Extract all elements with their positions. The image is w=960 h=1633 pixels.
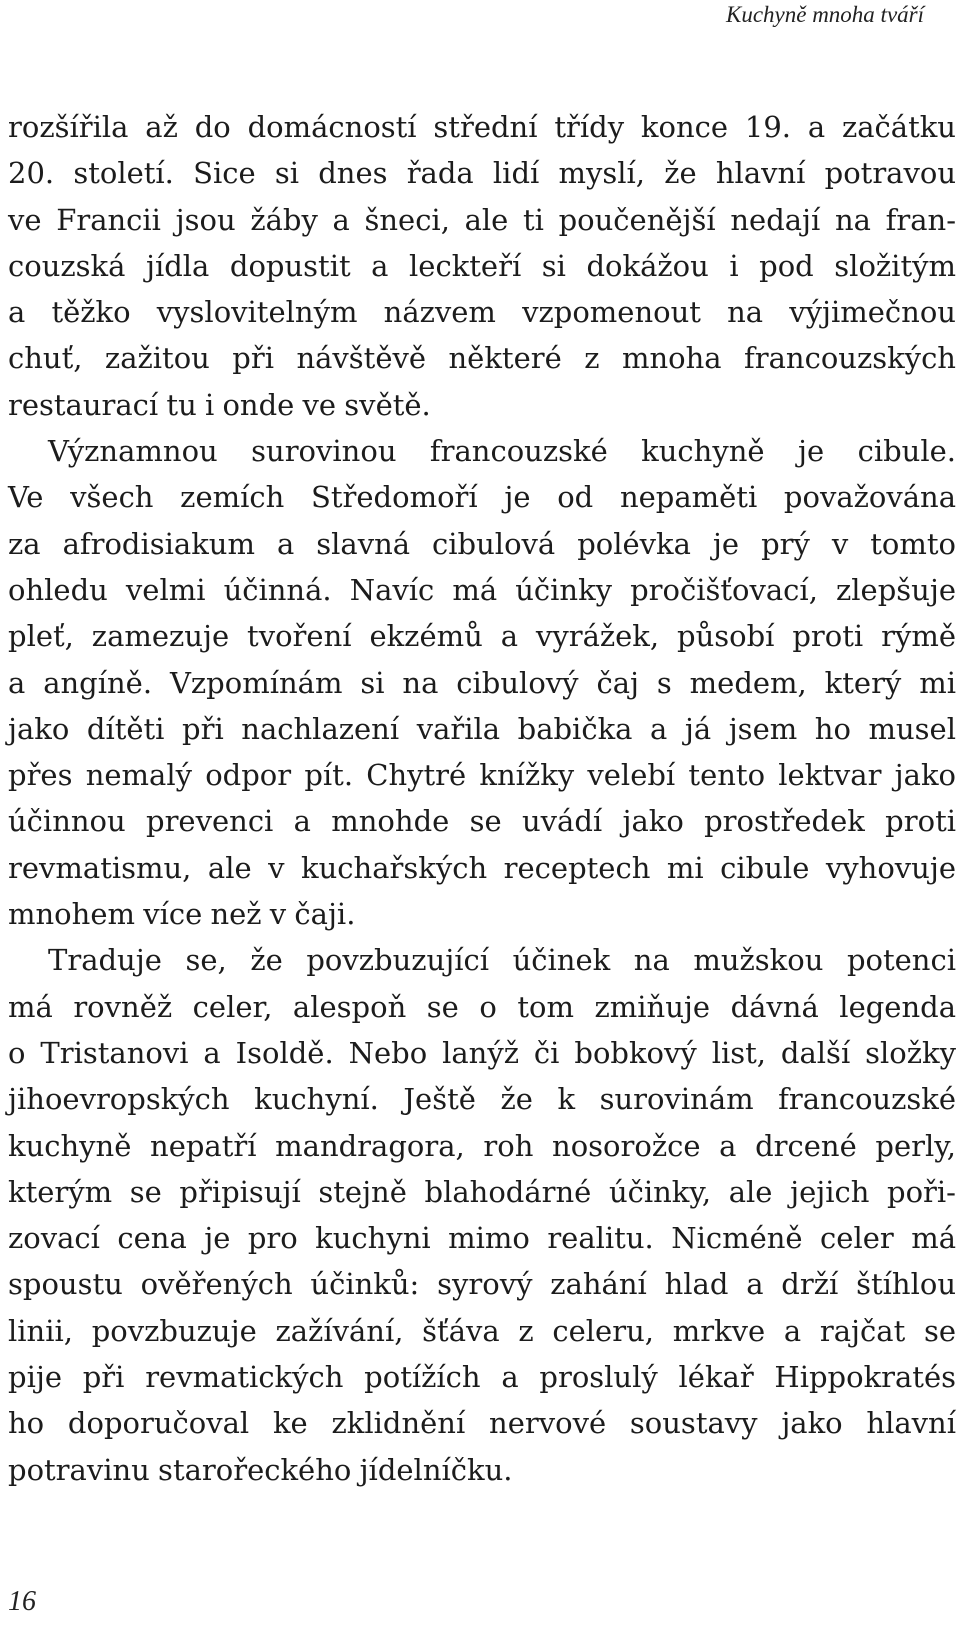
text-line: a těžko vyslovitelným názvem vzpomenout na výjimečnou: [8, 295, 956, 330]
text-line: kterým se připisují stejně blahodárné účinky, ale jejich poři-: [8, 1174, 956, 1209]
running-header: Kuchyně mnoha tváří: [725, 2, 924, 27]
text-line: ve Francii jsou žáby a šneci, ale ti poučenější nedají na fran-: [8, 202, 956, 237]
text-line: Ve všech zemích Středomoří je od nepaměti považována: [8, 480, 956, 515]
text-line: ho doporučoval ke zklidnění nervové soustavy jako hlavní: [8, 1406, 956, 1441]
text-line: ohledu velmi účinná. Navíc má účinky pročišťovací, zlepšuje: [8, 572, 956, 607]
text-line: pleť, zamezuje tvoření ekzémů a vyrážek, působí proti rýmě: [8, 619, 956, 654]
text-line: mnohem více než v čaji.: [8, 897, 356, 932]
text-line: jako dítěti při nachlazení vařila babička a já jsem ho musel: [8, 711, 956, 746]
text-line: kuchyně nepatří mandragora, roh nosorožce a drcené perly,: [8, 1128, 956, 1163]
text-line: linii, povzbuzuje zažívání, šťáva z celeru, mrkve a rajčat se: [8, 1313, 956, 1348]
text-line: rozšířila až do domácností střední třídy konce 19. a začátku: [8, 110, 956, 144]
text-line: restaurací tu i onde ve světě.: [8, 387, 431, 422]
text-line: přes nemalý odpor pít. Chytré knížky velebí tento lektvar jako: [8, 758, 956, 793]
paragraph-3: [8, 937, 956, 1493]
text-line: jihoevropských kuchyní. Ještě že k surovinám francouzské: [8, 1082, 956, 1117]
text-line: Traduje se, že povzbuzující účinek na mužskou potenci: [48, 943, 956, 978]
text-line: účinnou prevenci a mnohde se uvádí jako prostředek proti: [8, 804, 956, 839]
text-line: za afrodisiakum a slavná cibulová polévka je prý v tomto: [8, 526, 956, 561]
page-number: 16: [8, 1586, 36, 1617]
text-line: 20. století. Sice si dnes řada lidí myslí, že hlavní potravou: [8, 156, 956, 191]
paragraph-2: [8, 428, 956, 937]
text-line: potravinu starořeckého jídelníčku.: [8, 1452, 513, 1487]
text-line: spoustu ověřených účinků: syrový zahání hlad a drží štíhlou: [8, 1267, 956, 1302]
text-line: couzská jídla dopustit a leckteří si dokážou i pod složitým: [8, 248, 956, 283]
body-text: [8, 104, 956, 1493]
text-line: chuť, zažitou při návštěvě některé z mnoha francouzských: [8, 341, 956, 376]
text-line: Významnou surovinou francouzské kuchyně je cibule.: [48, 434, 956, 469]
text-line: pije při revmatických potížích a proslulý lékař Hippokratés: [8, 1360, 956, 1395]
text-line: revmatismu, ale v kuchařských receptech mi cibule vyhovuje: [8, 850, 956, 885]
paragraph-1: [8, 104, 956, 428]
text-line: o Tristanovi a Isoldě. Nebo lanýž či bobkový list, další složky: [8, 1035, 956, 1070]
text-line: má rovněž celer, alespoň se o tom zmiňuje dávná legenda: [8, 989, 956, 1024]
text-line: zovací cena je pro kuchyni mimo realitu. Nicméně celer má: [8, 1221, 956, 1256]
text-line: a angíně. Vzpomínám si na cibulový čaj s medem, který mi: [8, 665, 956, 700]
